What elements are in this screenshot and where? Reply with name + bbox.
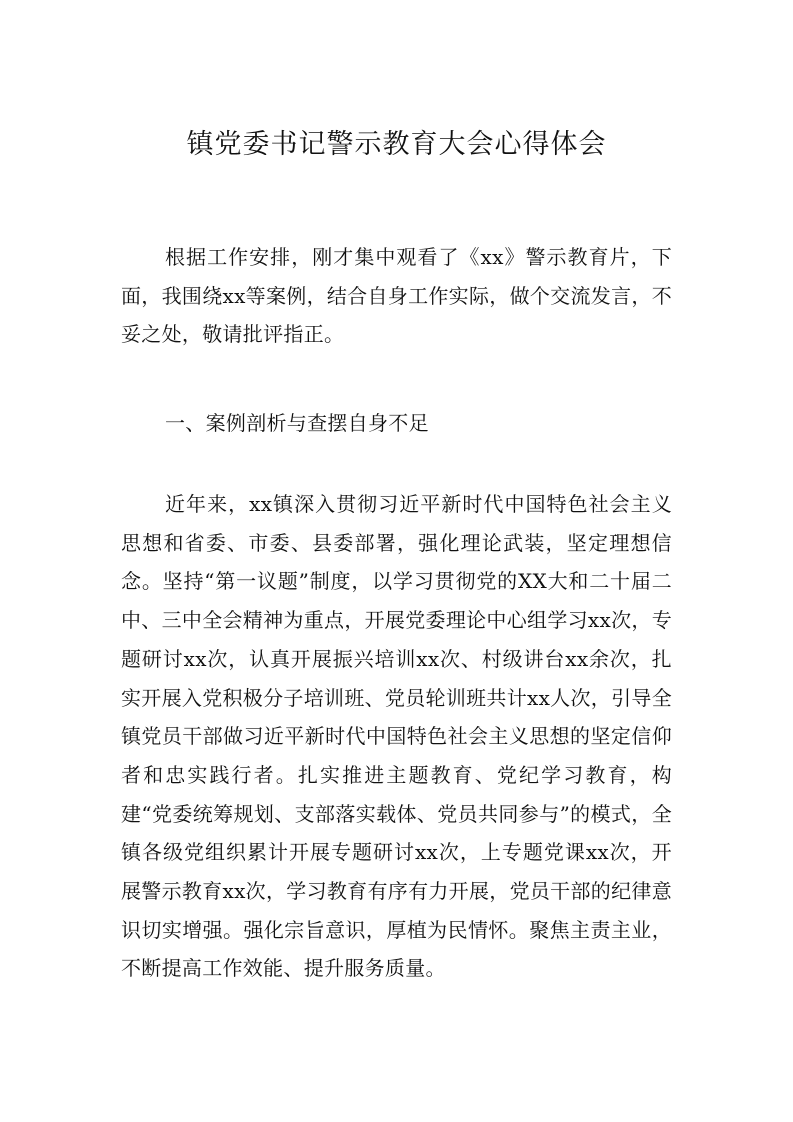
intro-paragraph: 根据工作安排，刚才集中观看了《xx》警示教育片，下面，我围绕xx等案例，结合自身工作实际，做个交流发言，不妥之处，敬请批评指正。 bbox=[121, 245, 672, 347]
document-title: 镇党委书记警示教育大会心得体会 bbox=[186, 129, 607, 160]
section-heading: 一、案例剖析与查摆自身不足 bbox=[165, 411, 429, 435]
body-paragraph: 近年来，xx镇深入贯彻习近平新时代中国特色社会主义思想和省委、市委、县委部署，强化理论武装，坚定理想信念。坚持“第一议题”制度，以学习贯彻党的XX大和二十届二中、三中全会精神为重点，开展党委理论中心组学习xx次，专题研讨xx次，认真开展振兴培训xx次、村级讲台xx余次，扎实开展入党积极分子培训班、党员轮训班共计xx人次，引导全镇党员干部做习近平新时代中国特色社会主义思想的坚定信仰者和忠实践行者。扎实推进主题教育、党纪学习教育，构建“党委统筹规划、支部落实载体、党员共同参与”的模式，全镇各级党组织累计开展专题研讨xx次，上专题党课xx次，开展警示教育xx次，学习教育有序有力开展，党员干部的纪律意识切实增强。强化宗旨意识，厚植为民情怀。聚焦主责主业，不断提高工作效能、提升服务质量。 bbox=[121, 492, 672, 981]
